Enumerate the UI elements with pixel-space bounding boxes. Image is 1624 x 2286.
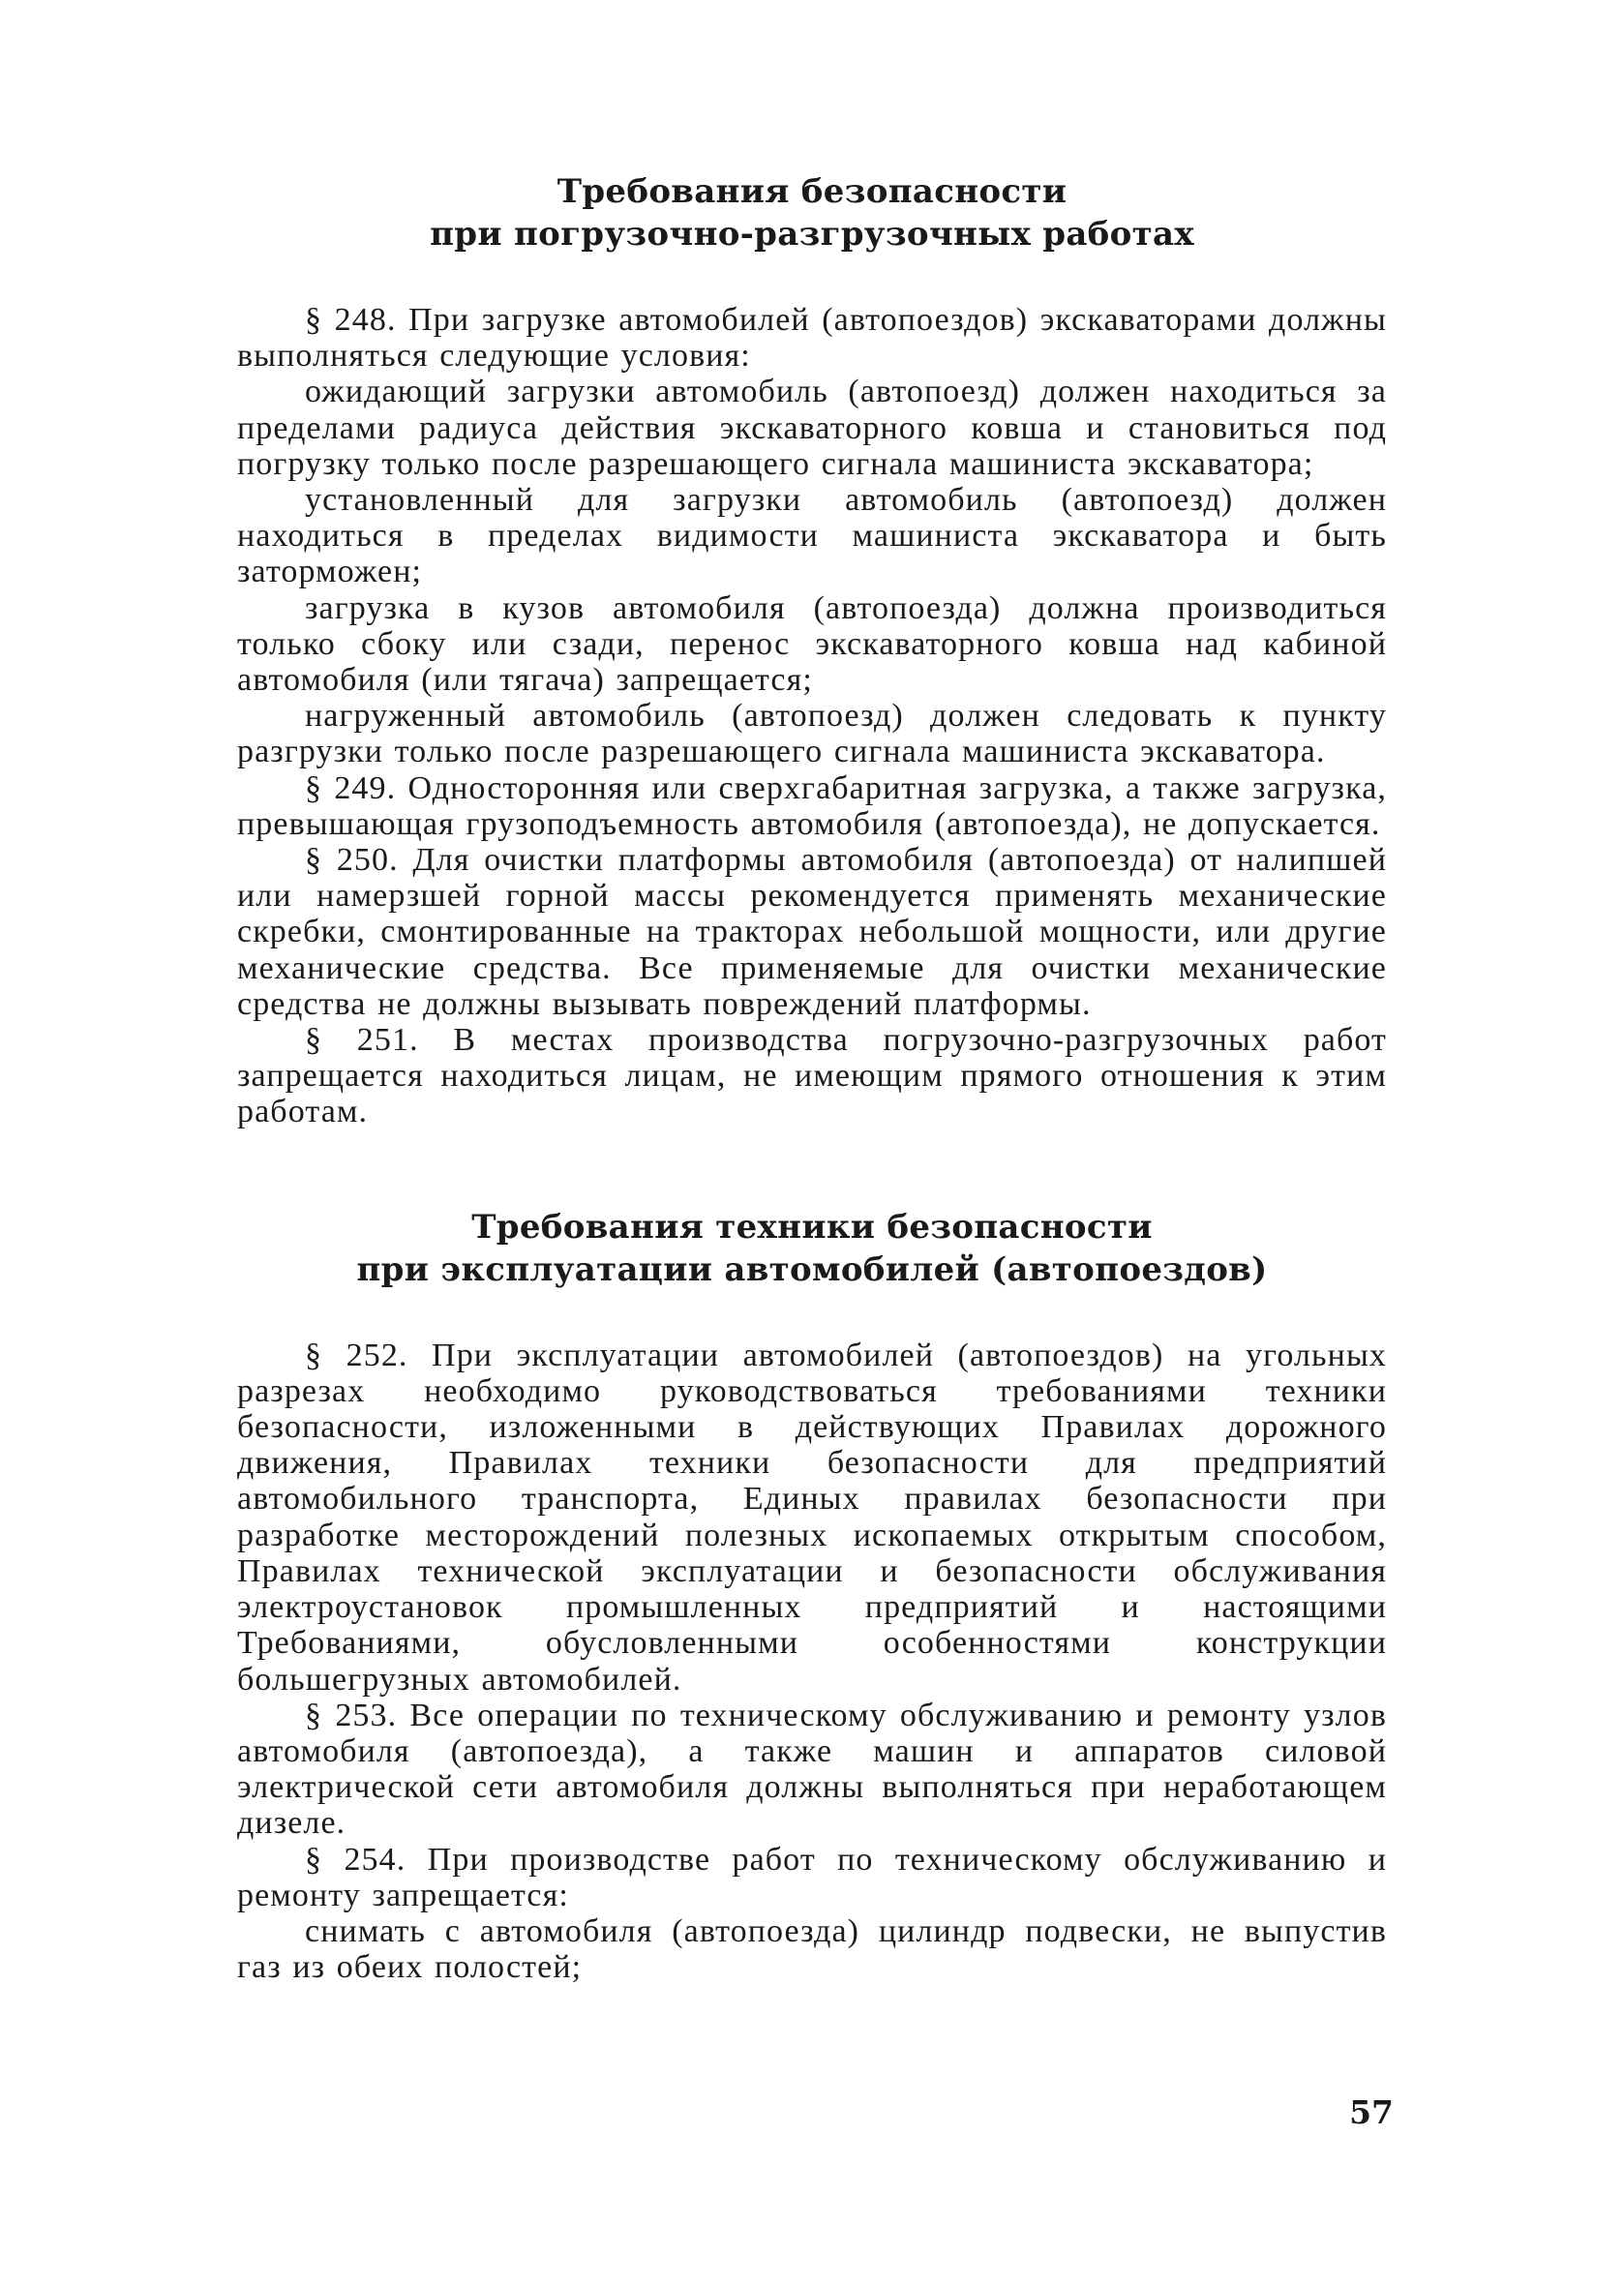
heading-line: при погрузочно-разгрузочных работах (430, 215, 1194, 254)
paragraph-254-item-1: снимать с автомобиля (автопоезда) цилиндр подвески, не выпустив газ из обеих полостей; (237, 1912, 1387, 1986)
section-heading-loading-safety (237, 170, 1387, 256)
paragraph-250: § 250. Для очистки платформы автомобиля (автопоезда) от налипшей или намерзшей горной массы рекомендуется применять механические скребки, смонтированные на тракторах небольшой мощности, или другие механические средства. Все применяемые для очистки механические средства не должны вызывать повреждений платформы. (237, 842, 1387, 1022)
heading-line: Требования техники безопасности (471, 1207, 1153, 1247)
section-body-vehicle-operation (237, 1338, 1387, 1986)
paragraph-254: § 254. При производстве работ по техническому обслуживанию и ремонту запрещается: (237, 1841, 1387, 1913)
paragraph-253: § 253. Все операции по техническому обслуживанию и ремонту узлов автомобиля (автопоезда), а также машин и аппаратов силовой электрической сети автомобиля должны выполняться при неработающем дизеле. (237, 1697, 1387, 1842)
paragraph-248-condition-2: установленный для загрузки автомобиль (автопоезд) должен находиться в пределах видимости машиниста экскаватора и быть заторможен; (237, 482, 1387, 590)
section-heading-vehicle-operation (237, 1206, 1387, 1291)
paragraph-248-condition-4: нагруженный автомобиль (автопоезд) должен следовать к пункту разгрузки только после разрешающего сигнала машиниста экскаватора. (237, 698, 1387, 770)
paragraph-248: § 248. При загрузке автомобилей (автопоездов) экскаваторами должны выполняться следующие условия: (237, 302, 1387, 375)
heading-line: при эксплуатации автомобилей (автопоездов) (356, 1249, 1268, 1289)
section-body-loading-safety (237, 302, 1387, 1130)
paragraph-251: § 251. В местах производства погрузочно-разгрузочных работ запрещается находиться лицам, не имеющим прямого отношения к этим работам. (237, 1022, 1387, 1130)
document-page (237, 155, 1387, 1985)
paragraph-248-condition-1: ожидающий загрузки автомобиль (автопоезд) должен находиться за пределами радиуса действия экскаваторного ковша и становиться под погрузку только после разрешающего сигнала машиниста экскаватора; (237, 374, 1387, 482)
paragraph-252: § 252. При эксплуатации автомобилей (автопоездов) на угольных разрезах необходимо руководствоваться требованиями техники безопасности, изложенными в действующих Правилах дорожного движения, Правилах техники безопасности для предприятий автомобильного транспорта, Единых правилах безопасности при разработке месторождений полезных ископаемых открытым способом, Правилах технической эксплуатации и безопасности обслуживания электроустановок промышленных предприятий и настоящими Требованиями, обусловленными особенностями конструкции большегрузных автомобилей. (237, 1337, 1387, 1698)
heading-line: Требования безопасности (556, 172, 1068, 211)
paragraph-249: § 249. Односторонняя или сверхгабаритная загрузка, а также загрузка, превышающая грузоподъемность автомобиля (автопоезда), не допускается. (237, 769, 1387, 842)
page-number: 57 (1349, 2093, 1394, 2131)
paragraph-248-condition-3: загрузка в кузов автомобиля (автопоезда) должна производиться только сбоку или сзади, перенос экскаваторного ковша над кабиной автомобиля (или тягача) запрещается; (237, 589, 1387, 699)
